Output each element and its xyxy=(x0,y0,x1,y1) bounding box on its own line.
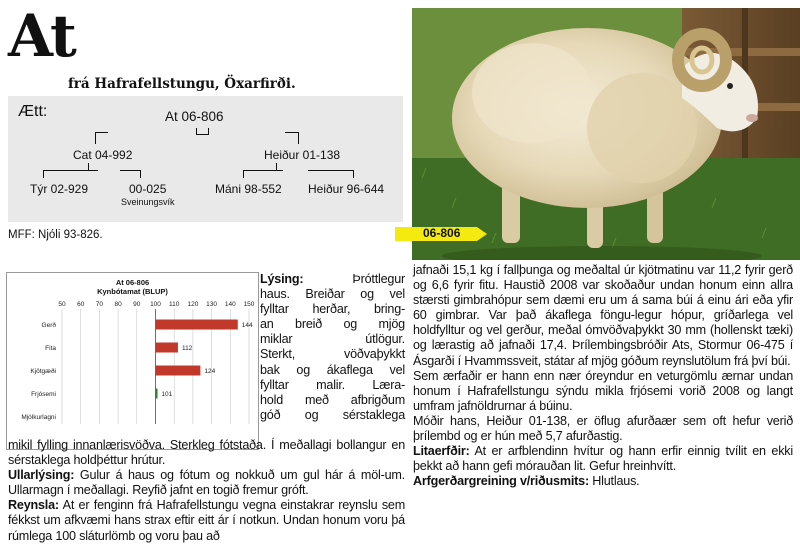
lysing-line: fylltar malir. Læra- xyxy=(260,377,405,392)
reynsla-continued: jafnaði 15,1 kg í fallþunga og meðaltal úr kjötmatinu var 11,2 fyrir gerð og 6,6 fyrir fitu. Haustið 2008 var skoðaður undan honum einn allra stærsti gimbrahópur sem dæmi eru um á sama búi á einu ári eða yfir 60 gimbrar. Var það ákaflega föngu-legur hópur, gríðarlega vel holdfylltur og vel gerður, meðal ómvöðvaþykkt 30 mm (hollenskt tæki) og lærastig að jafnaði 17,4. Þrílembingsbróðir Ats, Stormur 06-475 í Ásgarði í Hvammssveit, státar af mjög góðum reynslutölum frá því búi. xyxy=(413,263,793,368)
arfgerd-label: Arfgerðargreining v/riðusmits: xyxy=(413,474,589,489)
x-tick-label: 120 xyxy=(187,301,199,308)
ullarlysing-label: Ullarlýsing: xyxy=(8,468,75,483)
value-label: 144 xyxy=(241,322,253,329)
pedigree-line xyxy=(120,170,140,171)
pedigree-line xyxy=(88,163,89,170)
lysing-line: miklar útlögur. xyxy=(260,332,405,347)
pedigree-dam: Heiður 01-138 xyxy=(264,148,341,162)
pedigree-line xyxy=(353,170,354,178)
aerfadir-paragraph: Sem ærfaðir er hann enn nær óreyndur en veturgömlu ærnar undan honum í Hafrafellstungu sýndu mikla frjósemi vorið 2008 og langt umfram jafnöldrurnar á búinu. xyxy=(413,368,793,413)
bar xyxy=(156,320,238,330)
pedigree-box xyxy=(8,96,403,222)
modir-paragraph: Móðir hans, Heiður 01-138, er öflug afurðaær sem oft hefur verið þrílembd og er hún með 5,7 afurðastig. xyxy=(413,413,793,444)
bar xyxy=(156,366,201,376)
pedigree-line xyxy=(196,134,209,135)
chart-subtitle: Kynbótamat (BLUP) xyxy=(97,287,168,296)
x-tick-label: 50 xyxy=(58,301,66,308)
value-label: 124 xyxy=(204,368,216,375)
right-column xyxy=(413,263,793,489)
x-tick-label: 90 xyxy=(133,301,141,308)
pedigree-line xyxy=(95,132,96,144)
bar xyxy=(156,389,158,399)
pedigree-sire-sire: Týr 02-929 xyxy=(30,182,89,196)
reynsla-paragraph xyxy=(8,498,405,543)
pedigree-sire-dam-farm: Sveinungsvík xyxy=(121,197,175,207)
reynsla-text: At er fenginn frá Hafrafellstungu vegna einstakrar reynslu sem fékkst um afkvæmi hans strax eftir eitt ár í notkun. Undan honum voru þá rúmlega 100 sláturlömb og voru þau að xyxy=(8,498,406,543)
pedigree-dam-dam: Heiður 96-644 xyxy=(308,182,385,196)
lysing-line: Lýsing: Þróttlegur xyxy=(260,272,405,286)
pedigree-line xyxy=(243,170,283,171)
lysing-continued: mikil fylling innanlærisvöðva. Sterkleg fótstaða. Í meðallagi bollangur en sérstaklega holdþéttur hrútur. xyxy=(8,438,405,468)
category-label: Frjósemi xyxy=(31,391,56,398)
pedigree-line xyxy=(285,132,298,133)
description-wrap xyxy=(260,272,405,423)
lysing-line: góð og sérstaklega xyxy=(260,407,405,422)
pedigree-line xyxy=(298,132,299,144)
x-tick-label: 110 xyxy=(169,301,180,308)
pedigree-line xyxy=(276,163,277,170)
pedigree-line xyxy=(140,170,141,178)
x-tick-label: 140 xyxy=(224,301,236,308)
pedigree-line xyxy=(43,170,98,171)
x-tick-label: 150 xyxy=(243,301,255,308)
x-tick-label: 100 xyxy=(150,301,161,308)
photo-tag xyxy=(395,225,487,243)
pedigree-subject: At 06-806 xyxy=(165,109,224,124)
pedigree-line xyxy=(95,132,108,133)
pedigree-line xyxy=(308,170,353,171)
category-label: Kjötgæði xyxy=(30,368,56,375)
ullarlysing-paragraph xyxy=(8,468,405,498)
x-tick-label: 70 xyxy=(95,301,104,308)
pedigree-line xyxy=(243,170,244,178)
blup-chart xyxy=(6,272,259,450)
photo-tag-label: 06-806 xyxy=(423,226,461,240)
lysing-line: an breið og mjög xyxy=(260,317,405,332)
pedigree-sire: Cat 04-992 xyxy=(73,148,133,162)
ullarlysing-text: Gulur á haus og fótum og nokkuð um gul hár á möl-um. Ullarmagn í meðallagi. Reyfið jafnt en togið fremur gróft. xyxy=(8,468,405,498)
chart-title: At 06-806 xyxy=(115,278,150,287)
x-tick-label: 60 xyxy=(77,301,85,308)
litaerfdir-paragraph xyxy=(413,444,793,474)
pedigree-line xyxy=(43,170,44,178)
chart-plot xyxy=(7,297,258,447)
bar xyxy=(156,343,178,353)
pedigree-sire-dam: 00-025 xyxy=(129,182,167,196)
pedigree-dam-sire: Máni 98-552 xyxy=(215,182,282,196)
origin-subtitle: frá Hafrafellstungu, Öxarfirði. xyxy=(68,76,296,92)
reynsla-label: Reynsla: xyxy=(8,498,59,513)
x-tick-label: 80 xyxy=(114,301,122,308)
value-label: 112 xyxy=(181,345,193,352)
lysing-label: Lýsing: xyxy=(260,272,304,286)
category-label: Mjólkurlagni xyxy=(21,414,56,421)
lysing-line: bak og ákaflega vel xyxy=(260,362,405,377)
arfgerd-text: Hlutlaus. xyxy=(592,474,640,489)
maternal-grandsire: MFF: Njóli 93-826. xyxy=(8,229,103,241)
ram-name-title: At xyxy=(8,2,75,70)
left-column xyxy=(8,438,405,544)
lysing-line: hold með afbrigðum xyxy=(260,392,405,407)
ram-photo xyxy=(412,8,800,260)
arfgerd-paragraph xyxy=(413,474,793,489)
litaerfdir-label: Litaerfðir: xyxy=(413,444,470,459)
lysing-line: haus. Breiðar og vel xyxy=(260,287,405,302)
lysing-line: Sterkt, vöðvaþykkt xyxy=(260,347,405,362)
value-label: 101 xyxy=(161,391,173,398)
category-label: Gerð xyxy=(41,322,56,329)
pedigree-label: Ætt: xyxy=(18,103,48,120)
litaerfdir-text: At er arfblendinn hvítur og hann erfir einnig tvílit en ekki þekkt að hann gefi mórauðan lit. Gefur hreinhvítt. xyxy=(413,444,793,474)
lysing-line: fylltar herðar, bring- xyxy=(260,302,405,317)
category-label: Fita xyxy=(45,345,56,352)
x-tick-label: 130 xyxy=(206,301,218,308)
